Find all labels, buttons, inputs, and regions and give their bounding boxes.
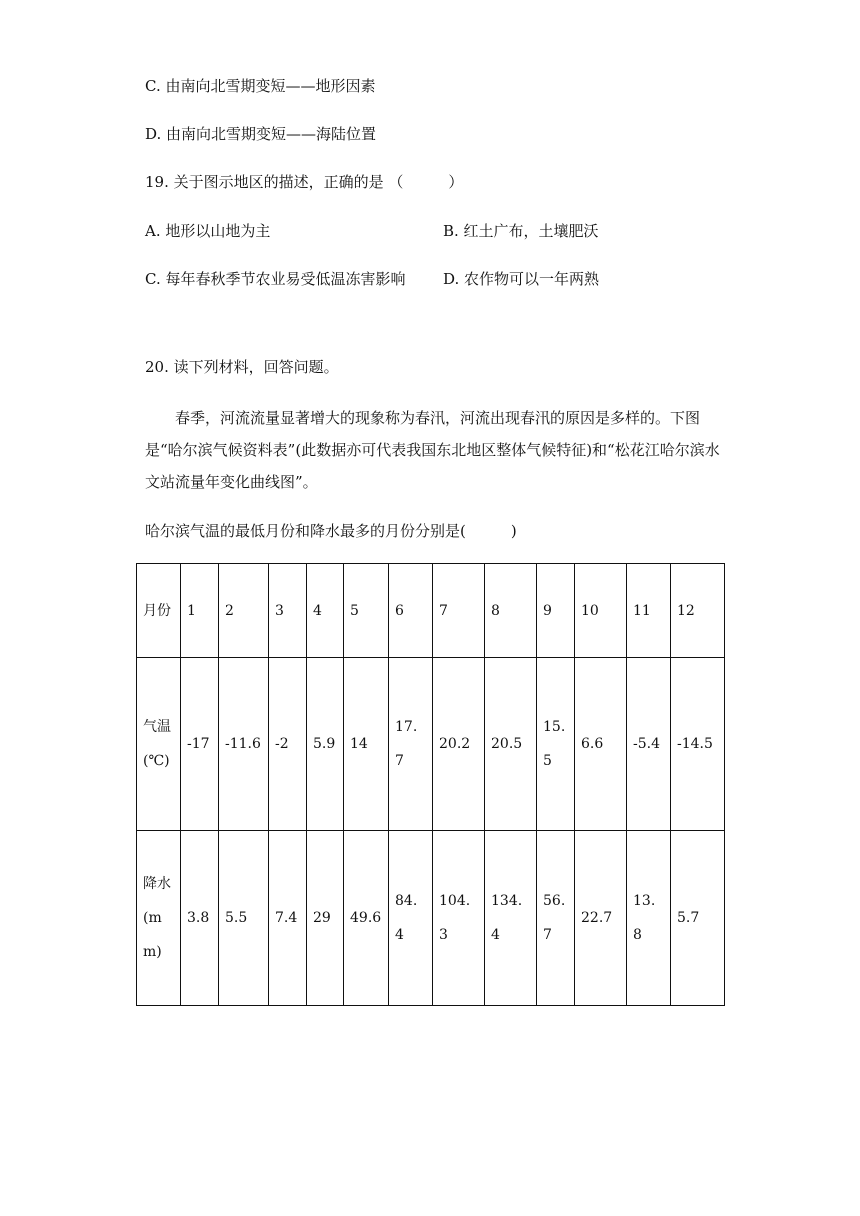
temperature-cell: 5.9 [307, 658, 344, 831]
month-cell: 9 [537, 564, 575, 658]
table-row-temperature [137, 658, 725, 831]
month-cell: 10 [575, 564, 627, 658]
month-cell: 8 [485, 564, 537, 658]
precipitation-cell: 104.3 [433, 831, 485, 1006]
temperature-cell: 20.2 [433, 658, 485, 831]
month-cell: 5 [344, 564, 389, 658]
climate-table [136, 563, 725, 1006]
precipitation-cell: 7.4 [269, 831, 307, 1006]
month-cell: 6 [389, 564, 433, 658]
precipitation-cell: 5.7 [671, 831, 725, 1006]
temperature-cell: -5.4 [627, 658, 671, 831]
month-cell: 3 [269, 564, 307, 658]
precipitation-cell: 13.8 [627, 831, 671, 1006]
q20-question: 哈尔滨气温的最低月份和降水最多的月份分别是( ) [145, 522, 517, 540]
precipitation-cell: 56.7 [537, 831, 575, 1006]
month-cell: 7 [433, 564, 485, 658]
temperature-cell: 6.6 [575, 658, 627, 831]
temperature-cell: -2 [269, 658, 307, 831]
temperature-cell: -14.5 [671, 658, 725, 831]
q18-option-d: D. 由南向北雪期变短——海陆位置 [145, 125, 377, 143]
month-cell: 11 [627, 564, 671, 658]
q19-stem: 19. 关于图示地区的描述，正确的是 （ ） [145, 173, 464, 191]
temperature-header: 气温(℃) [137, 658, 181, 831]
q19-option-b: B. 红土广布，土壤肥沃 [443, 222, 599, 240]
month-cell: 4 [307, 564, 344, 658]
temperature-cell: 20.5 [485, 658, 537, 831]
month-cell: 1 [181, 564, 219, 658]
table-row-month [137, 564, 725, 658]
precipitation-cell: 84.4 [389, 831, 433, 1006]
temperature-cell: -17 [181, 658, 219, 831]
table-row-precipitation [137, 831, 725, 1006]
precipitation-cell: 49.6 [344, 831, 389, 1006]
q18-option-c: C. 由南向北雪期变短——地形因素 [145, 77, 376, 95]
month-cell: 12 [671, 564, 725, 658]
precipitation-cell: 134.4 [485, 831, 537, 1006]
q20-stem: 20. 读下列材料，回答问题。 [145, 358, 339, 376]
precipitation-header: 降水(mm) [137, 831, 181, 1006]
q19-option-d: D. 农作物可以一年两熟 [443, 270, 600, 288]
precipitation-cell: 3.8 [181, 831, 219, 1006]
month-header: 月份 [137, 564, 181, 658]
temperature-cell: -11.6 [219, 658, 269, 831]
q19-option-c: C. 每年春秋季节农业易受低温冻害影响 [145, 270, 406, 288]
q20-material: 春季，河流流量显著增大的现象称为春汛，河流出现春汛的原因是多样的。下图是“哈尔滨气候资料表”(此数据亦可代表我国东北地区整体气候特征)和“松花江哈尔滨水文站流量年变化曲线图”。 [145, 409, 720, 491]
precipitation-cell: 5.5 [219, 831, 269, 1006]
month-cell: 2 [219, 564, 269, 658]
temperature-cell: 14 [344, 658, 389, 831]
precipitation-cell: 22.7 [575, 831, 627, 1006]
temperature-cell: 17.7 [389, 658, 433, 831]
q19-option-a: A. 地形以山地为主 [145, 222, 271, 240]
precipitation-cell: 29 [307, 831, 344, 1006]
temperature-cell: 15.5 [537, 658, 575, 831]
